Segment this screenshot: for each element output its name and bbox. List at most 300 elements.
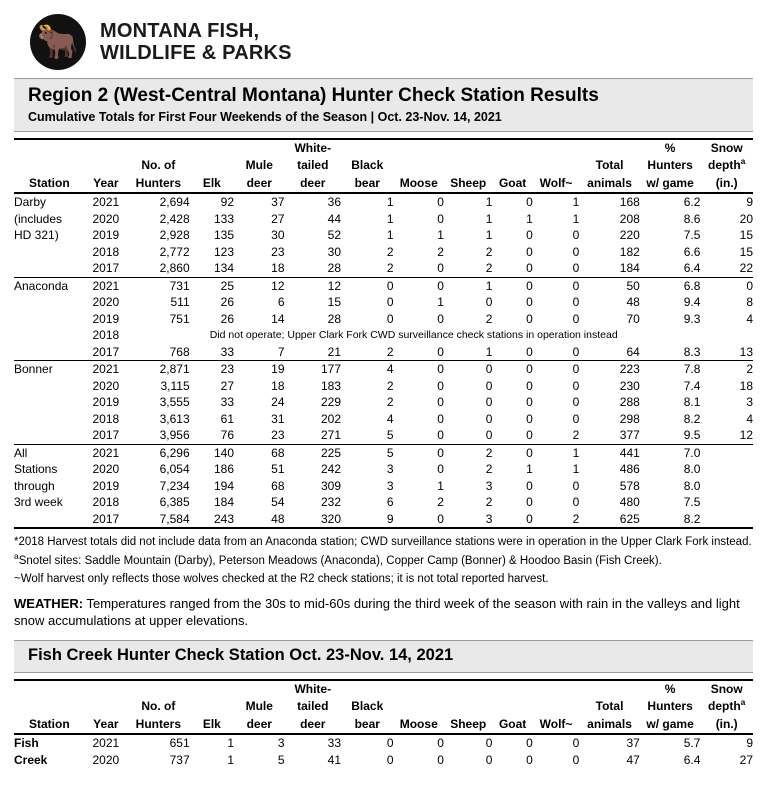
th-mule-1: Mule [245, 158, 273, 173]
th2-blank-6 [341, 680, 393, 699]
cell-black-bear: 2 [386, 395, 394, 410]
cell-black-bear: 0 [386, 752, 394, 767]
cell-snow-depth [700, 511, 753, 529]
cell-hunters: 2,871 [127, 361, 190, 378]
th-blank-12 [14, 157, 85, 175]
cell-black-bear: 5 [341, 444, 393, 461]
cell-elk: 33 [220, 395, 235, 410]
th-blank-9 [492, 139, 532, 158]
cell-pct-hunters: 8.2 [683, 411, 701, 426]
table-row [14, 294, 753, 311]
cell-year: 2017 [85, 511, 127, 529]
cell-elk: 123 [214, 244, 235, 259]
cell-whitetailed-deer: 183 [321, 378, 342, 393]
th2-blank-17 [492, 698, 532, 716]
cell-snow-depth: 2 [700, 361, 753, 378]
weather-note [14, 595, 753, 630]
cell-wolf: 0 [572, 295, 580, 310]
cell-hunters: 3,956 [159, 428, 190, 443]
table-row [14, 461, 753, 478]
cell-pct-hunters: 5.7 [640, 734, 701, 752]
cell-pct-hunters: 6.6 [683, 244, 701, 259]
cell-whitetailed-deer: 177 [285, 361, 342, 378]
cell-station [14, 394, 85, 411]
cell-pct-hunters: 8.3 [683, 344, 701, 359]
table-row [14, 244, 753, 261]
th-goat: Goat [492, 175, 532, 194]
cell-hunters: 3,115 [160, 378, 190, 393]
cell-goat: 0 [526, 311, 533, 326]
cell-goat: 1 [526, 462, 533, 477]
fishcreek-table-head [14, 680, 753, 735]
cell-year: 2019 [92, 395, 120, 410]
cell-elk: 243 [190, 511, 234, 529]
cell-year: 2018 [92, 411, 120, 426]
cell-mule-deer: 23 [271, 244, 285, 259]
cell-sheep: 3 [485, 478, 493, 493]
cell-total-animals: 223 [579, 361, 640, 378]
cell-sheep: 0 [444, 734, 492, 752]
th2-pct-2: Hunters [647, 699, 693, 714]
cell-pct-hunters: 9.5 [683, 428, 701, 443]
th2-blank-4 [190, 680, 234, 699]
cell-total-animals: 480 [619, 495, 640, 510]
cell-elk: 92 [190, 193, 234, 211]
cell-black-bear: 1 [386, 211, 394, 226]
cell-moose: 0 [437, 344, 444, 359]
cell-station: Creek [14, 752, 48, 767]
cell-snow-depth: 9 [700, 193, 753, 211]
th2-total-1: Total [595, 699, 624, 714]
cell-total-animals: 50 [579, 277, 640, 294]
cell-goat: 0 [526, 411, 533, 426]
cell-year: 2017 [92, 344, 120, 359]
cell-elk: 135 [214, 228, 235, 243]
cell-elk: 1 [227, 752, 235, 767]
cell-black-bear: 2 [386, 244, 394, 259]
region2-title: Region 2 (West-Central Montana) Hunter Check Station Results [28, 85, 599, 106]
cell-whitetailed-deer: 28 [327, 261, 342, 276]
th2-blank-9 [492, 680, 532, 699]
cell-mule-deer: 19 [234, 361, 284, 378]
cell-goat: 0 [492, 277, 532, 294]
cell-moose: 0 [437, 378, 444, 393]
bison-head-icon: 🐂 [30, 14, 86, 70]
cell-moose: 0 [394, 511, 444, 529]
th-pct-2: Hunters [647, 158, 693, 173]
cell-goat: 0 [492, 444, 532, 461]
th2-whitetailed-1: White- [285, 680, 342, 699]
cell-whitetailed-deer: 229 [321, 395, 342, 410]
cell-year: 2020 [92, 752, 120, 767]
cell-station [14, 378, 85, 395]
th2-station: Station [14, 716, 85, 735]
cell-moose: 2 [437, 244, 444, 259]
th-blank-10 [533, 139, 579, 158]
cell-black-bear: 2 [386, 378, 394, 393]
cell-station: Stations [14, 462, 58, 477]
th-blank-2 [85, 139, 127, 158]
cell-whitetailed-deer: 30 [327, 244, 342, 259]
cell-total-animals: 377 [619, 428, 640, 443]
cell-sheep: 0 [485, 428, 493, 443]
table-row [14, 361, 753, 378]
cell-moose: 0 [394, 444, 444, 461]
cell-elk: 140 [190, 444, 234, 461]
th2-hunters-1: No. of [141, 699, 176, 714]
cell-wolf: 0 [572, 395, 580, 410]
cell-total-animals: 48 [626, 295, 640, 310]
th2-total-2: animals [579, 716, 640, 735]
cell-goat: 0 [526, 228, 533, 243]
cell-black-bear: 2 [386, 344, 394, 359]
cell-whitetailed-deer: 320 [285, 511, 342, 529]
th-pct-3: w/ game [640, 175, 701, 194]
cell-whitetailed-deer: 28 [327, 311, 342, 326]
cell-moose: 0 [437, 311, 444, 326]
cell-snow-depth [700, 494, 753, 511]
cell-station: Darby [14, 193, 85, 211]
cell-mule-deer: 31 [271, 411, 285, 426]
fishcreek-table-body [14, 734, 753, 768]
table-row [14, 478, 753, 495]
cell-goat: 0 [492, 193, 532, 211]
table-row [14, 444, 753, 461]
cell-total-animals: 184 [619, 261, 640, 276]
th-whitetailed-2: tailed [297, 158, 329, 173]
th2-blank-16 [444, 698, 492, 716]
th-blank-18 [533, 157, 579, 175]
cell-station [14, 311, 85, 328]
table-row [14, 311, 753, 328]
table-row [14, 411, 753, 428]
cell-station: HD 321) [14, 228, 59, 243]
cell-wolf: 1 [533, 193, 579, 211]
cell-black-bear: 4 [386, 411, 394, 426]
th2-snow-2: depth$^a$ [707, 697, 746, 714]
cell-pct-hunters: 6.2 [640, 193, 701, 211]
cell-elk: 1 [190, 734, 234, 752]
cell-snow-depth: 0 [700, 277, 753, 294]
cell-moose: 1 [437, 295, 444, 310]
footnote-3: ~Wolf harvest only reflects those wolves checked at the R2 check stations; it is not total reported harvest. [14, 573, 549, 586]
weather-text: Temperatures ranged from the 30s to mid-60s during the third week of the season with rain in the valleys and light snow accumulations at upper elevations. [14, 595, 740, 629]
cell-total-animals: 625 [579, 511, 640, 529]
th-wolf: Wolf~ [533, 175, 579, 194]
th2-blank-13 [85, 698, 127, 716]
cell-goat: 0 [526, 244, 533, 259]
cell-wolf: 0 [572, 344, 580, 359]
cell-wolf: 0 [572, 311, 580, 326]
cell-goat: 0 [526, 428, 533, 443]
cell-snow-depth: 3 [746, 395, 753, 410]
cell-goat: 0 [526, 344, 533, 359]
cell-pct-hunters: 6.4 [683, 261, 701, 276]
cell-sheep: 0 [444, 361, 492, 378]
cell-wolf: 0 [533, 277, 579, 294]
table-row [14, 227, 753, 244]
th2-whitetailed-3: deer [285, 716, 342, 735]
cell-moose: 1 [437, 478, 444, 493]
cell-mule-deer: 24 [271, 395, 285, 410]
cell-hunters: 2,928 [159, 228, 190, 243]
cell-year: 2020 [92, 295, 120, 310]
cell-elk: 26 [220, 311, 235, 326]
cell-snow-depth: 15 [739, 228, 753, 243]
cell-moose: 0 [394, 361, 444, 378]
th-station: Station [14, 175, 85, 194]
region2-table-body [14, 193, 753, 528]
th-blank-3 [127, 139, 190, 158]
cell-total-animals: 64 [626, 344, 640, 359]
cell-year: 2021 [85, 734, 127, 752]
cell-elk: 33 [220, 344, 235, 359]
brand-name [100, 20, 292, 65]
cell-station [14, 344, 85, 361]
cell-whitetailed-deer: 44 [327, 211, 342, 226]
cell-elk: 23 [190, 361, 234, 378]
cell-moose: 0 [437, 261, 444, 276]
cell-goat: 0 [526, 295, 533, 310]
cell-hunters: 511 [170, 295, 190, 310]
cell-sheep: 2 [485, 462, 493, 477]
th-blank-8 [444, 139, 492, 158]
cell-wolf: 0 [533, 361, 579, 378]
cell-moose: 0 [437, 211, 444, 226]
cell-snow-depth: 9 [700, 734, 753, 752]
th2-wolf: Wolf~ [533, 716, 579, 735]
th-blank-5 [234, 139, 284, 158]
cell-snow-depth: 15 [739, 244, 753, 259]
fishcreek-table [14, 679, 753, 769]
cell-station: Bonner [14, 361, 85, 378]
th2-year: Year [85, 716, 127, 735]
region2-table-head [14, 139, 753, 194]
cell-pct-hunters: 9.4 [683, 295, 701, 310]
cell-sheep: 0 [485, 378, 493, 393]
cell-snow-depth: 27 [739, 752, 753, 767]
cell-moose: 0 [437, 752, 444, 767]
cell-whitetailed-deer: 12 [285, 277, 342, 294]
cell-mule-deer: 23 [271, 428, 285, 443]
footnotes [14, 535, 753, 588]
table-row [14, 734, 753, 752]
th-elk: Elk [190, 175, 234, 194]
cell-moose: 0 [437, 462, 444, 477]
cell-snow-depth: 4 [746, 311, 753, 326]
cell-hunters: 3,555 [159, 395, 190, 410]
th-bear-2: bear [341, 175, 393, 194]
cell-total-animals: 578 [619, 478, 640, 493]
cell-snow [700, 327, 753, 344]
th2-blank-18 [533, 698, 579, 716]
cell-elk: 76 [220, 428, 235, 443]
cell-elk: 26 [220, 295, 235, 310]
cell-sheep: 2 [485, 311, 493, 326]
cell-goat: 0 [526, 478, 533, 493]
cell-whitetailed-deer: 271 [321, 428, 342, 443]
cell-snow-depth [700, 478, 753, 495]
cell-whitetailed-deer: 202 [321, 411, 342, 426]
cell-black-bear: 1 [386, 228, 394, 243]
cell-year: 2018 [92, 495, 120, 510]
cell-mule-deer: 51 [271, 462, 285, 477]
cell-hunters: 7,234 [159, 478, 190, 493]
cell-mule-deer: 7 [277, 344, 285, 359]
cell-mule-deer: 54 [271, 495, 285, 510]
th2-pct-3: w/ game [640, 716, 701, 735]
cell-mule-deer: 14 [271, 311, 285, 326]
table-row [14, 344, 753, 361]
cell-goat: 0 [492, 511, 532, 529]
cell-mule-deer: 30 [271, 228, 285, 243]
th2-elk: Elk [190, 716, 234, 735]
cell-total-animals: 486 [619, 462, 640, 477]
cell-year: 2019 [92, 478, 120, 493]
th-blank-7 [394, 139, 444, 158]
cell-whitetailed-deer: 15 [327, 295, 342, 310]
cell-elk: 194 [214, 478, 235, 493]
cell-hunters: 3,613 [159, 411, 190, 426]
cell-wolf: 1 [533, 444, 579, 461]
cell-black-bear: 9 [341, 511, 393, 529]
cell-pct-hunters: 8.0 [683, 478, 701, 493]
cell-station: Anaconda [14, 277, 85, 294]
cell-snow-depth: 18 [739, 378, 753, 393]
cell-wolf: 0 [572, 378, 580, 393]
th-blank-14 [190, 157, 234, 175]
th2-snow-1: Snow [700, 680, 753, 699]
cell-black-bear: 5 [386, 428, 394, 443]
footnote-2: $^a$Snotel sites: Saddle Mountain (Darby), Peterson Meadows (Anaconda), Copper Camp (Bonner) & Hoodoo Basin (Fish Creek). [14, 550, 662, 567]
cell-moose: 0 [437, 395, 444, 410]
cell-black-bear: 3 [386, 462, 394, 477]
cell-black-bear: 0 [386, 311, 394, 326]
cell-year: 2018 [92, 244, 120, 259]
cell-total-animals: 182 [619, 244, 640, 259]
table-row [14, 211, 753, 228]
cell-sheep: 0 [485, 295, 493, 310]
th-year: Year [85, 175, 127, 194]
cell-elk: 186 [214, 462, 235, 477]
th2-blank-11 [579, 680, 640, 699]
cell-pct-hunters: 7.5 [683, 228, 701, 243]
cell-pct-hunters: 7.8 [640, 361, 701, 378]
cell-mule-deer: 3 [234, 734, 284, 752]
th2-pct-1: % [640, 680, 701, 699]
cell-snow-depth: 4 [746, 411, 753, 426]
cell-sheep: 1 [485, 344, 493, 359]
th2-sheep: Sheep [444, 716, 492, 735]
cell-hunters: 7,584 [127, 511, 190, 529]
cell-hunters: 731 [127, 277, 190, 294]
th-whitetailed-1: White- [285, 139, 342, 158]
cell-wolf: 0 [572, 495, 580, 510]
cell-wolf: 0 [572, 411, 580, 426]
fishcreek-title: Fish Creek Hunter Check Station Oct. 23-Nov. 14, 2021 [28, 645, 454, 664]
cell-pct-hunters: 8.1 [683, 395, 701, 410]
th-whitetailed-3: deer [285, 175, 342, 194]
brand-line-1: MONTANA FISH, [100, 19, 260, 42]
cell-sheep: 0 [485, 752, 493, 767]
cell-total-animals: 208 [619, 211, 640, 226]
region2-subtitle: Cumulative Totals for First Four Weekends of the Season | Oct. 23-Nov. 14, 2021 [28, 109, 502, 124]
th2-snow-3: (in.) [700, 716, 753, 735]
cell-sheep: 1 [444, 277, 492, 294]
cell-wolf: 1 [572, 211, 580, 226]
cell-black-bear: 6 [386, 495, 394, 510]
cell-sheep: 3 [444, 511, 492, 529]
th2-blank-2 [85, 680, 127, 699]
table-row [14, 277, 753, 294]
table-row [14, 394, 753, 411]
cell-hunters: 6,385 [159, 495, 190, 510]
cell-year: 2019 [92, 228, 120, 243]
th2-blank-5 [234, 680, 284, 699]
cell-goat: 0 [526, 378, 533, 393]
cell-hunters: 2,694 [127, 193, 190, 211]
cell-total-animals: 220 [619, 228, 640, 243]
cell-total-animals: 168 [579, 193, 640, 211]
cell-moose: 0 [437, 411, 444, 426]
cell-station [14, 411, 85, 428]
th2-bear-2: bear [341, 716, 393, 735]
cell-snow-depth [700, 461, 753, 478]
cell-wolf: 0 [572, 478, 580, 493]
brand-line-2: WILDLIFE & PARKS [100, 42, 292, 64]
cell-year: 2021 [85, 277, 127, 294]
cell-sheep: 2 [485, 495, 493, 510]
cell-station: All [14, 444, 85, 461]
cell-black-bear: 0 [341, 734, 393, 752]
cell-station: through [14, 478, 55, 493]
cell-elk: 133 [214, 211, 235, 226]
cell-hunters: 651 [127, 734, 190, 752]
cell-goat: 1 [526, 211, 533, 226]
cell-pct-hunters: 9.3 [683, 311, 701, 326]
cell-black-bear: 1 [341, 193, 393, 211]
cell-sheep: 0 [485, 395, 493, 410]
cell-moose: 0 [394, 277, 444, 294]
cell-elk: 134 [214, 261, 235, 276]
cell-whitetailed-deer: 52 [327, 228, 342, 243]
cell-total-animals: 230 [619, 378, 640, 393]
th-mule-2: deer [234, 175, 284, 194]
cell-total-animals: 70 [626, 311, 640, 326]
cell-note: Did not operate; Upper Clark Fork CWD surveillance check stations in operation instead [209, 329, 618, 342]
cell-wolf: 0 [572, 228, 580, 243]
cell-station [14, 294, 85, 311]
th2-blank-12 [14, 698, 85, 716]
cell-mule-deer: 68 [271, 478, 285, 493]
cell-moose: 0 [394, 734, 444, 752]
cell-total-animals: 288 [619, 395, 640, 410]
th-blank-4 [190, 139, 234, 158]
cell-snow-depth: 13 [739, 344, 753, 359]
cell-hunters: 2,860 [159, 261, 190, 276]
th-snow-3: (in.) [700, 175, 753, 194]
cell-goat: 0 [526, 261, 533, 276]
cell-mule-deer: 37 [234, 193, 284, 211]
cell-pct-hunters: 8.0 [683, 462, 701, 477]
region2-table [14, 138, 753, 530]
cell-wolf: 2 [533, 511, 579, 529]
cell-station [14, 327, 85, 344]
cell-moose: 0 [394, 193, 444, 211]
cell-sheep: 1 [444, 193, 492, 211]
cell-hunters: 2,428 [159, 211, 190, 226]
cell-station: 3rd week [14, 495, 63, 510]
